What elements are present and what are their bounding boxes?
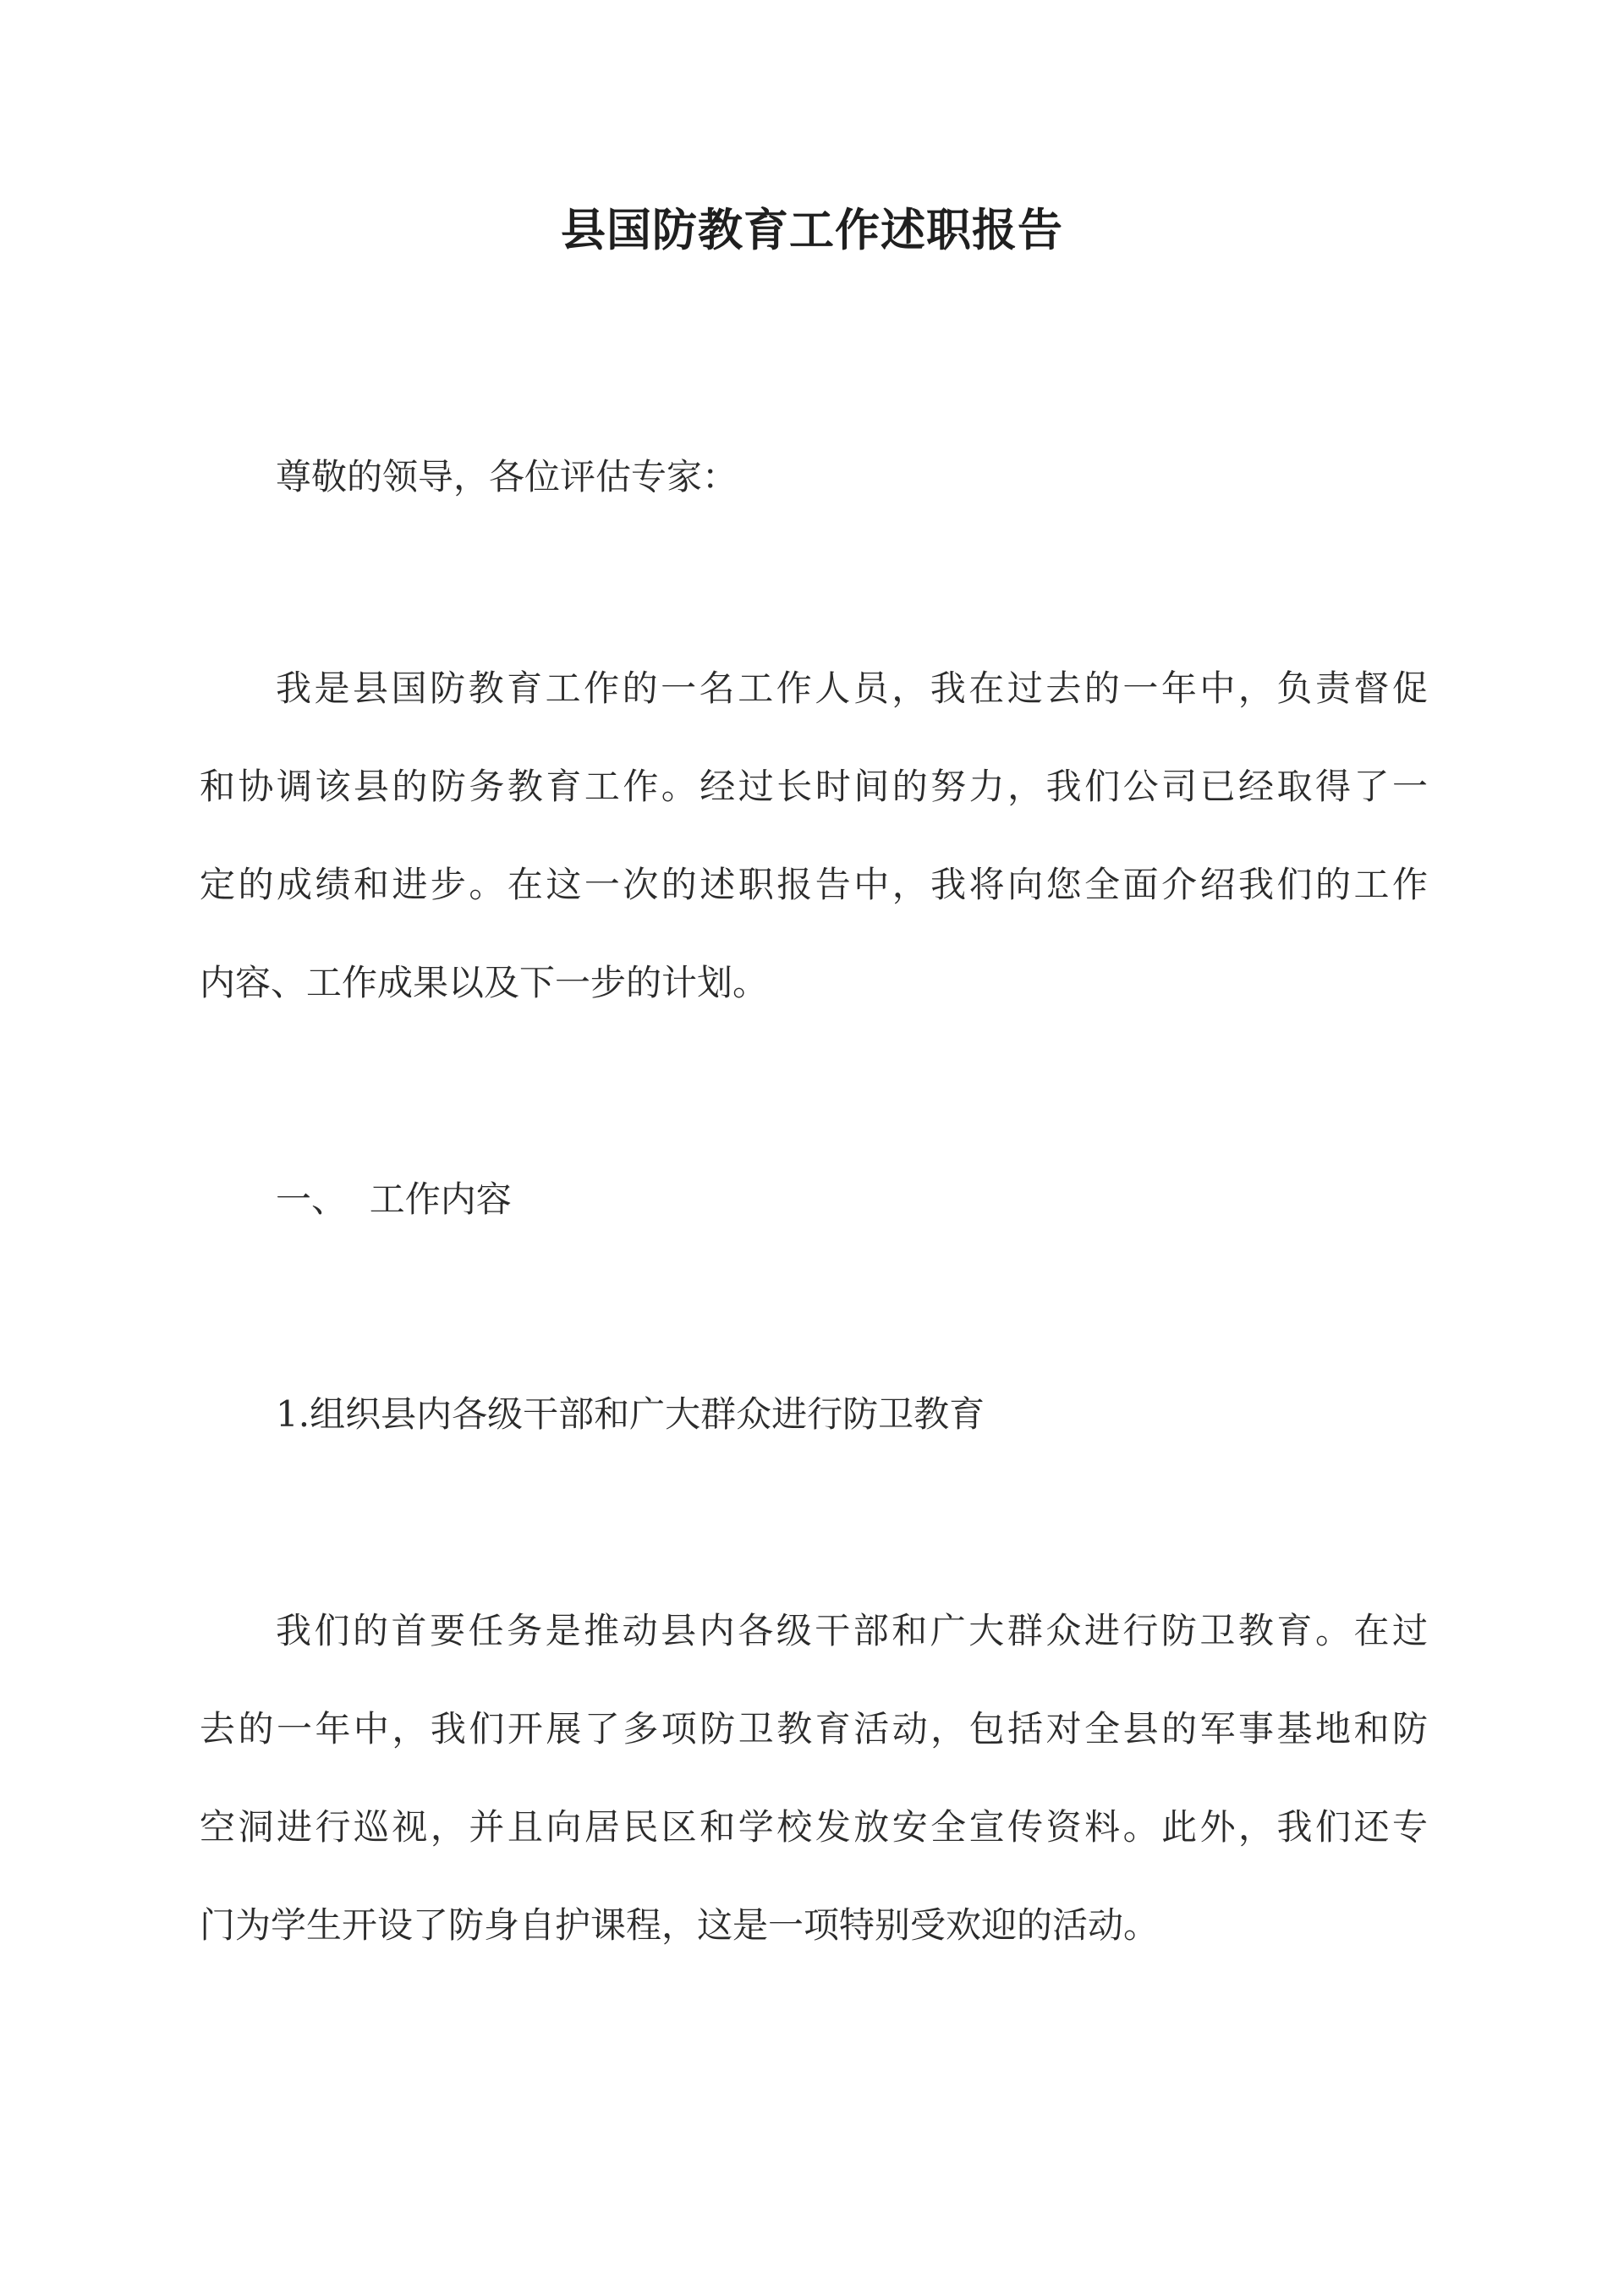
intro-line: 和协调该县的防务教育工作。经过长时间的努力，我们公司已经取得了一: [200, 766, 1428, 807]
body-line: 去的一年中，我们开展了多项防卫教育活动，包括对全县的军事基地和防: [200, 1708, 1428, 1749]
section-heading-text: 一、 工作内容: [276, 1178, 512, 1220]
intro-line: 定的成绩和进步。在这一次的述职报告中，我将向您全面介绍我们的工作: [200, 864, 1428, 905]
salutation-text: 尊敬的领导，各位评估专家：: [276, 456, 738, 497]
subsection-heading-text: 1.组织县内各级干部和广大群众进行防卫教育: [276, 1393, 985, 1435]
body-line: 空洞进行巡视，并且向居民区和学校发放安全宣传资料。此外，我们还专: [200, 1806, 1428, 1848]
section-heading: [200, 1151, 1428, 1249]
body-line: 我们的首要任务是推动县内各级干部和广大群众进行防卫教育。在过: [276, 1610, 1428, 1651]
subsection-heading: [200, 1365, 1428, 1464]
intro-line: 内容、工作成果以及下一步的计划。: [200, 962, 769, 1003]
intro-paragraph: [200, 640, 1428, 1032]
body-paragraph: [200, 1582, 1428, 1975]
intro-line: 我是县国防教育工作的一名工作人员，我在过去的一年中，负责督促: [276, 667, 1428, 709]
document-title: 县国防教育工作述职报告: [561, 204, 1063, 256]
salutation: [200, 428, 1428, 526]
body-line: 门为学生开设了防身自护课程，这是一项特别受欢迎的活动。: [200, 1904, 1160, 1946]
